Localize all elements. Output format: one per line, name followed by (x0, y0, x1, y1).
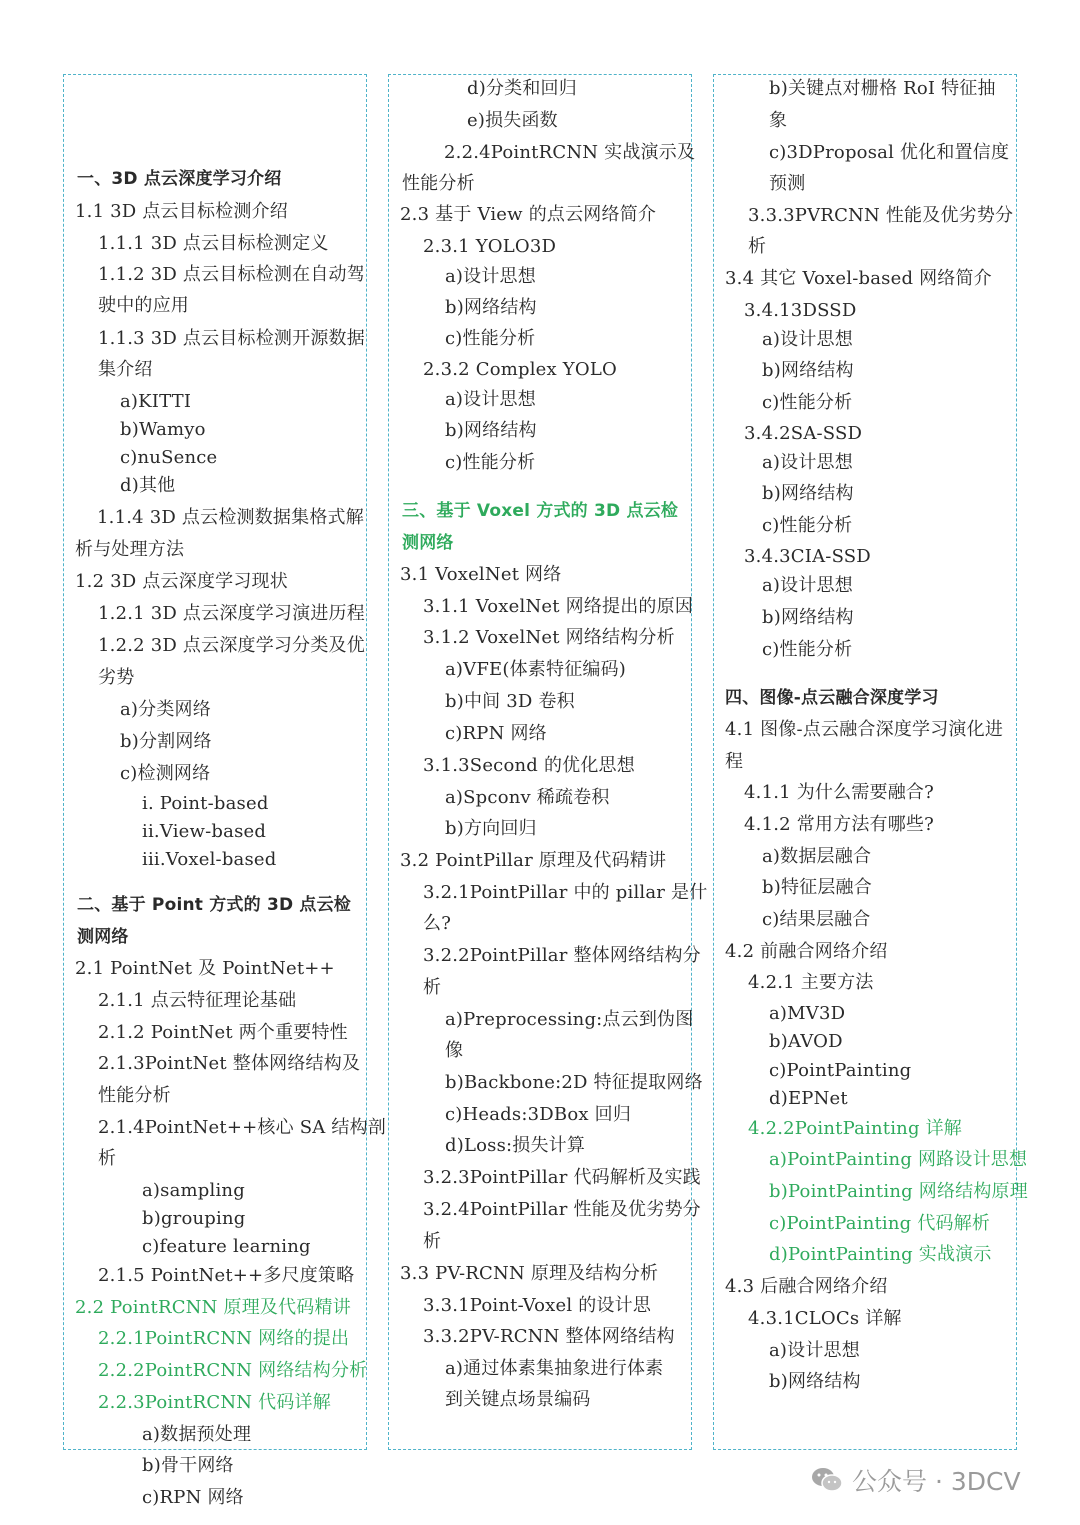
toc-line: 像 (445, 1040, 464, 1061)
toc-line: 2.1.5 PointNet++多尺度策略 (98, 1265, 355, 1286)
toc-line: 1.2 3D 点云深度学习现状 (75, 571, 288, 592)
toc-line: b)特征层融合 (762, 877, 872, 898)
toc-line: c)检测网络 (120, 763, 211, 784)
watermark (810, 1460, 1021, 1500)
toc-line: 驶中的应用 (98, 295, 189, 316)
toc-line: 析 (423, 1231, 442, 1252)
toc-line: ii.View-based (142, 821, 267, 842)
toc-line: 测网络 (77, 927, 129, 947)
toc-line: c)性能分析 (762, 639, 853, 660)
toc-line: b)网络结构 (762, 360, 854, 381)
toc-line: a)设计思想 (762, 452, 853, 473)
toc-line: b)Backbone:2D 特征提取网络 (445, 1072, 703, 1093)
toc-line: a)设计思想 (445, 266, 536, 287)
toc-line: a)Preprocessing:点云到伪图 (445, 1009, 694, 1030)
toc-line: 3.1 VoxelNet 网络 (400, 564, 562, 585)
toc-line: 2.1.1 点云特征理论基础 (98, 990, 297, 1011)
toc-line: a)KITTI (120, 391, 192, 412)
toc-line: 4.2.2PointPainting 详解 (748, 1118, 963, 1139)
toc-line: a)分类网络 (120, 699, 211, 720)
toc-line: 2.3 基于 View 的点云网络简介 (400, 204, 657, 225)
toc-line: b)中间 3D 卷积 (445, 691, 575, 712)
toc-line: c)性能分析 (762, 515, 853, 536)
toc-line: c)Heads:3DBox 回归 (445, 1104, 632, 1125)
toc-line: c)RPN 网络 (445, 723, 547, 744)
toc-line: 1.1 3D 点云目标检测介绍 (75, 201, 288, 222)
toc-column-2 (388, 74, 708, 1450)
toc-line: 4.1.1 为什么需要融合? (744, 782, 934, 803)
toc-line: 四、图像-点云融合深度学习 (725, 688, 939, 708)
toc-line: 性能分析 (402, 173, 475, 194)
toc-line: b)网络结构 (445, 297, 537, 318)
toc-line: 预测 (769, 173, 806, 194)
toc-line: a)数据层融合 (762, 846, 872, 867)
toc-line: 3.4.3CIA-SSD (744, 546, 871, 567)
toc-line: b)PointPainting 网络结构原理 (769, 1181, 1028, 1202)
toc-column-3 (713, 74, 1028, 1450)
toc-line: a)Spconv 稀疏卷积 (445, 787, 610, 808)
toc-line: a)设计思想 (762, 575, 853, 596)
toc-line: d)分类和回归 (467, 78, 577, 99)
toc-line: 一、3D 点云深度学习介绍 (77, 169, 282, 189)
toc-line: d)其他 (120, 475, 176, 496)
toc-column-1 (63, 74, 386, 1508)
toc-line: 4.2.1 主要方法 (748, 972, 874, 993)
toc-line: 到关键点场景编码 (445, 1389, 591, 1410)
toc-line: 3.1.3Second 的优化思想 (423, 755, 635, 776)
toc-line: c)nuSence (120, 447, 218, 468)
toc-line: 3.2.1PointPillar 中的 pillar 是什 (423, 882, 708, 903)
toc-line: 3.1.1 VoxelNet 网络提出的原因 (423, 596, 694, 617)
toc-line: d)EPNet (769, 1088, 848, 1109)
toc-line: b)方向回归 (445, 818, 537, 839)
toc-line: i. Point-based (142, 793, 269, 814)
toc-line: c)性能分析 (445, 328, 536, 349)
toc-line: 4.1 图像-点云融合深度学习演化进 (725, 719, 1004, 740)
toc-line: 3.4.2SA-SSD (744, 423, 863, 444)
toc-line: 象 (769, 110, 788, 131)
toc-line: 3.2 PointPillar 原理及代码精讲 (400, 850, 667, 871)
toc-line: c)PointPainting (769, 1060, 912, 1081)
toc-line: c)feature learning (142, 1236, 311, 1257)
toc-line: 2.1.3PointNet 整体网络结构及 (98, 1053, 361, 1074)
toc-line: 4.1.2 常用方法有哪些? (744, 814, 934, 835)
toc-line: a)PointPainting 网路设计思想 (769, 1149, 1028, 1170)
toc-line: 1.2.1 3D 点云深度学习演进历程 (98, 603, 365, 624)
toc-line: 4.3.1CLOCs 详解 (748, 1308, 902, 1329)
toc-line: 2.1.4PointNet++核心 SA 结构剖 (98, 1117, 386, 1138)
toc-line: 1.1.1 3D 点云目标检测定义 (98, 233, 329, 254)
toc-line: 2.3.1 YOLO3D (423, 236, 557, 257)
toc-line: b)AVOD (769, 1031, 843, 1052)
toc-line: 3.2.2PointPillar 整体网络结构分 (423, 945, 701, 966)
toc-line: a)VFE(体素特征编码) (445, 659, 627, 680)
watermark-text: 公众号 · 3DCV (852, 1467, 1021, 1496)
toc-line: 2.1 PointNet 及 PointNet++ (75, 958, 335, 979)
toc-line: b)网络结构 (445, 420, 537, 441)
toc-line: 析 (98, 1148, 117, 1169)
toc-line: 析 (748, 236, 767, 257)
toc-line: b)网络结构 (762, 483, 854, 504)
toc-line: 劣势 (98, 667, 135, 688)
toc-line: 1.1.2 3D 点云目标检测在自动驾 (98, 264, 365, 285)
toc-line: c)性能分析 (762, 392, 853, 413)
toc-line: 1.2.2 3D 点云深度学习分类及优 (98, 635, 365, 656)
toc-line: 测网络 (402, 533, 454, 553)
toc-line: c)PointPainting 代码解析 (769, 1213, 991, 1234)
toc-line: a)设计思想 (762, 329, 853, 350)
toc-line: 4.3 后融合网络介绍 (725, 1276, 888, 1297)
toc-line: a)sampling (142, 1180, 245, 1201)
toc-line: b)网络结构 (769, 1371, 861, 1392)
toc-line: b)骨干网络 (142, 1455, 234, 1476)
toc-line: a)设计思想 (769, 1340, 860, 1361)
toc-line: b)网络结构 (762, 607, 854, 628)
toc-line: 2.2 PointRCNN 原理及代码精讲 (75, 1297, 351, 1318)
toc-line: b)grouping (142, 1208, 246, 1229)
toc-line: a)数据预处理 (142, 1424, 252, 1445)
toc-line: 3.3.3PVRCNN 性能及优劣势分 (748, 205, 1014, 226)
toc-line: 3.3 PV-RCNN 原理及结构分析 (400, 1263, 659, 1284)
toc-line: 3.3.2PV-RCNN 整体网络结构 (423, 1326, 675, 1347)
toc-line: 4.2 前融合网络介绍 (725, 941, 888, 962)
toc-line: c)结果层融合 (762, 909, 871, 930)
toc-line: c)RPN 网络 (142, 1487, 244, 1508)
toc-line: 二、基于 Point 方式的 3D 点云检 (77, 895, 352, 915)
toc-line: 三、基于 Voxel 方式的 3D 点云检 (402, 501, 679, 521)
toc-line: 1.1.3 3D 点云目标检测开源数据 (98, 328, 365, 349)
toc-line: 2.1.2 PointNet 两个重要特性 (98, 1022, 348, 1043)
toc-line: 3.3.1Point-Voxel 的设计思 (423, 1295, 652, 1316)
toc-line: d)PointPainting 实战演示 (769, 1244, 992, 1265)
toc-line: 集介绍 (98, 359, 153, 380)
toc-line: 2.2.4PointRCNN 实战演示及 (444, 142, 696, 163)
toc-line: iii.Voxel-based (142, 849, 277, 870)
toc-line: a)通过体素集抽象进行体素 (445, 1358, 664, 1379)
wechat-icon (810, 1465, 844, 1495)
toc-line: 3.2.3PointPillar 代码解析及实践 (423, 1167, 701, 1188)
toc-line: 析与处理方法 (75, 539, 185, 560)
toc-line: a)MV3D (769, 1003, 846, 1024)
toc-line: 3.4.13DSSD (744, 300, 857, 321)
toc-line: 么? (423, 913, 452, 934)
toc-line: 2.2.1PointRCNN 网络的提出 (98, 1328, 350, 1349)
toc-line: 析 (423, 977, 442, 998)
toc-line: 1.1.4 3D 点云检测数据集格式解 (97, 507, 364, 528)
toc-line: 3.2.4PointPillar 性能及优劣势分 (423, 1199, 701, 1220)
toc-line: b)关键点对栅格 RoI 特征抽 (769, 78, 996, 99)
toc-line: 2.2.3PointRCNN 代码详解 (98, 1392, 331, 1413)
toc-line: 性能分析 (98, 1085, 171, 1106)
toc-line: 2.3.2 Complex YOLO (423, 359, 617, 380)
toc-line: 2.2.2PointRCNN 网络结构分析 (98, 1360, 368, 1381)
toc-line: 程 (725, 751, 744, 772)
toc-line: 3.4 其它 Voxel-based 网络简介 (725, 268, 992, 289)
toc-line: e)损失函数 (467, 110, 558, 131)
toc-line: b)分割网络 (120, 731, 212, 752)
toc-line: c)性能分析 (445, 452, 536, 473)
toc-line: d)Loss:损失计算 (445, 1135, 586, 1156)
toc-line: a)设计思想 (445, 389, 536, 410)
toc-line: c)3DProposal 优化和置信度 (769, 142, 1010, 163)
toc-line: b)Wamyo (120, 419, 206, 440)
toc-line: 3.1.2 VoxelNet 网络结构分析 (423, 627, 675, 648)
